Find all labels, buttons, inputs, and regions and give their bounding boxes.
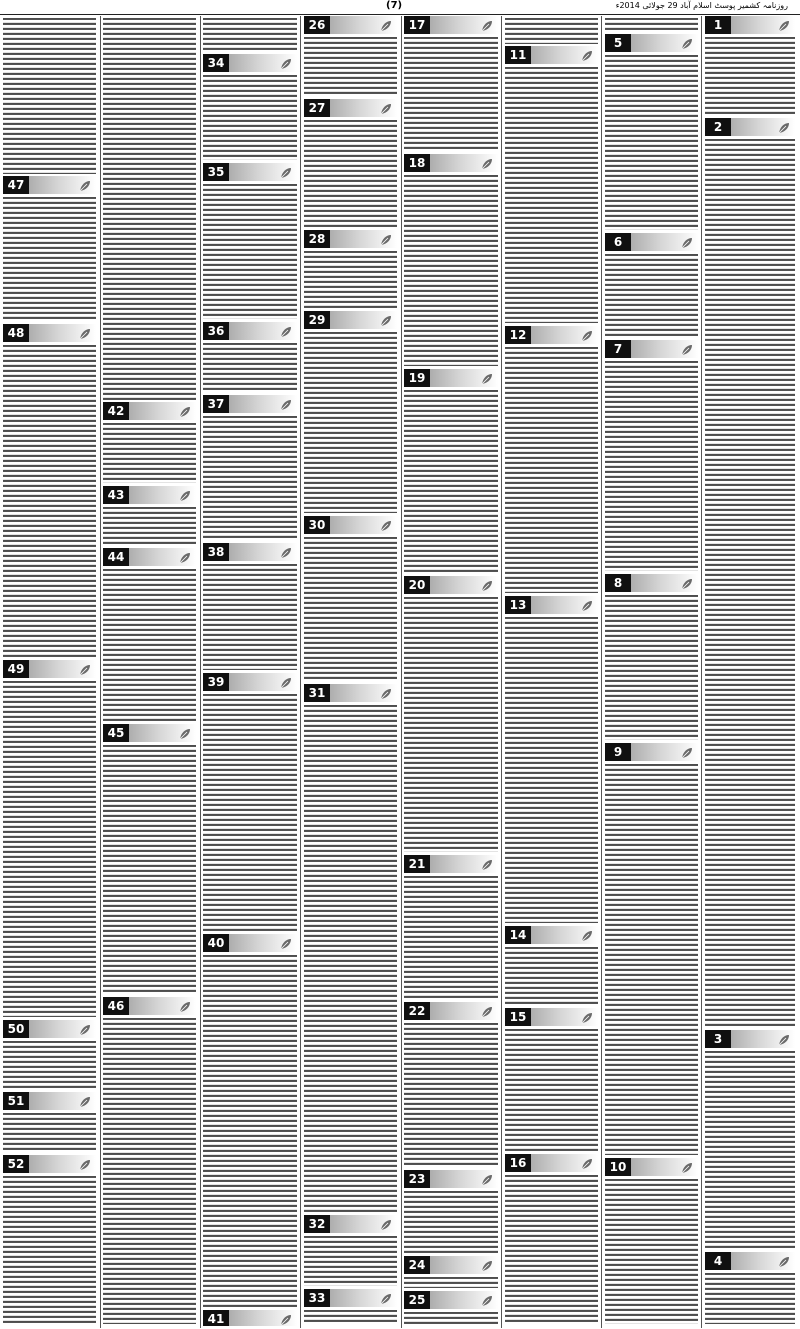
news-text-block [404, 1191, 498, 1253]
news-text-block [605, 361, 698, 571]
news-item [402, 1291, 500, 1326]
news-item [201, 322, 299, 395]
item-number: 17 [404, 16, 430, 34]
news-text-block [3, 18, 96, 174]
news-text-block [605, 595, 698, 740]
news-item [402, 154, 500, 369]
news-text-block [304, 251, 397, 308]
news-item [302, 684, 399, 1215]
item-number: 41 [203, 1310, 229, 1326]
news-text-block [3, 1041, 96, 1089]
news-text-block [103, 1018, 196, 1324]
leaf-icon [279, 324, 293, 338]
item-banner [3, 1020, 96, 1038]
news-text-block [103, 423, 196, 483]
leaf-icon [279, 545, 293, 559]
leaf-icon [777, 120, 791, 134]
news-item [101, 548, 198, 724]
leaf-icon [580, 48, 594, 62]
leaf-icon [379, 1291, 393, 1305]
item-number: 31 [304, 684, 330, 702]
news-column [302, 16, 399, 1326]
news-item [201, 543, 299, 673]
news-item [603, 340, 700, 574]
leaf-icon [78, 326, 92, 340]
news-item [201, 673, 299, 934]
item-number: 37 [203, 395, 229, 413]
leaf-icon [178, 488, 192, 502]
item-banner [203, 673, 297, 691]
news-item [503, 926, 600, 1008]
leaf-icon [580, 598, 594, 612]
item-number: 1 [705, 16, 731, 34]
item-banner [304, 516, 397, 534]
item-banner [304, 230, 397, 248]
item-number: 32 [304, 1215, 330, 1233]
item-banner [505, 596, 598, 614]
column-divider [701, 16, 702, 1328]
item-number: 19 [404, 369, 430, 387]
news-text-block [203, 416, 297, 540]
news-column [603, 16, 700, 1326]
leaf-icon [480, 857, 494, 871]
leaf-icon [379, 101, 393, 115]
item-number: 47 [3, 176, 29, 194]
news-text-block [103, 745, 196, 994]
item-number: 36 [203, 322, 229, 340]
news-text-block [3, 197, 96, 321]
leaf-icon [379, 1217, 393, 1231]
news-text-block [404, 37, 498, 151]
leaf-icon [379, 518, 393, 532]
news-text-block [203, 564, 297, 670]
news-text-block [103, 569, 196, 721]
item-number: 24 [404, 1256, 430, 1274]
leaf-icon [480, 156, 494, 170]
news-text-block [605, 18, 698, 32]
leaf-icon [680, 235, 694, 249]
item-banner [3, 176, 96, 194]
leaf-icon [580, 328, 594, 342]
item-number: 7 [605, 340, 631, 358]
news-item [402, 1170, 500, 1256]
item-banner [404, 1256, 498, 1274]
leaf-icon [178, 726, 192, 740]
item-number: 51 [3, 1092, 29, 1110]
news-item [302, 516, 399, 684]
item-banner [103, 486, 196, 504]
news-item [201, 395, 299, 543]
leaf-icon [480, 18, 494, 32]
news-column [101, 16, 198, 1326]
leaf-icon [480, 578, 494, 592]
item-banner [203, 322, 297, 340]
item-number: 15 [505, 1008, 531, 1026]
news-item [1, 324, 98, 660]
item-number: 52 [3, 1155, 29, 1173]
item-banner [304, 311, 397, 329]
item-number: 12 [505, 326, 531, 344]
news-text-block [304, 332, 397, 513]
news-column [703, 16, 797, 1326]
leaf-icon [580, 1010, 594, 1024]
masthead [0, 0, 800, 15]
news-item [703, 1252, 797, 1326]
item-banner [203, 934, 297, 952]
news-text-block [103, 18, 196, 400]
leaf-icon [680, 745, 694, 759]
item-banner [103, 548, 196, 566]
leaf-icon [480, 1004, 494, 1018]
item-number: 25 [404, 1291, 430, 1309]
item-number: 6 [605, 233, 631, 251]
news-text-block [203, 343, 297, 392]
item-banner [404, 855, 498, 873]
leaf-icon [580, 1156, 594, 1170]
news-text-block [605, 254, 698, 337]
item-banner [404, 369, 498, 387]
news-text-block [705, 1273, 795, 1324]
item-number: 40 [203, 934, 229, 952]
news-text-block [505, 18, 598, 44]
item-banner [505, 926, 598, 944]
news-item [703, 16, 797, 118]
leaf-icon [279, 936, 293, 950]
item-number: 21 [404, 855, 430, 873]
item-banner [404, 154, 498, 172]
leaf-icon [777, 18, 791, 32]
news-text-block [505, 347, 598, 593]
news-text-block [304, 1310, 397, 1324]
item-number: 26 [304, 16, 330, 34]
news-item [603, 1158, 700, 1326]
news-item [402, 576, 500, 855]
news-text-block [605, 55, 698, 230]
leaf-icon [379, 313, 393, 327]
news-text-block [605, 764, 698, 1155]
item-banner [705, 118, 795, 136]
news-text-block [304, 537, 397, 681]
news-text-block [203, 955, 297, 1307]
news-text-block [404, 390, 498, 573]
news-item [101, 997, 198, 1326]
leaf-icon [178, 999, 192, 1013]
news-column [402, 16, 500, 1326]
news-text-block [404, 175, 498, 366]
item-banner [304, 1289, 397, 1307]
item-number: 9 [605, 743, 631, 761]
news-text-block [304, 37, 397, 96]
news-text-block [203, 75, 297, 160]
leaf-icon [480, 1172, 494, 1186]
leaf-icon [78, 1094, 92, 1108]
leaf-icon [480, 1258, 494, 1272]
leaf-icon [379, 18, 393, 32]
item-banner [3, 324, 96, 342]
news-text-block [505, 947, 598, 1005]
item-banner [203, 543, 297, 561]
news-item [603, 743, 700, 1158]
news-text-block [505, 67, 598, 323]
news-text-block [203, 18, 297, 52]
item-banner [705, 16, 795, 34]
news-item [603, 574, 700, 743]
news-item [1, 1020, 98, 1092]
item-number: 30 [304, 516, 330, 534]
item-number: 2 [705, 118, 731, 136]
item-banner [203, 1310, 297, 1326]
leaf-icon [279, 56, 293, 70]
news-item [402, 1002, 500, 1170]
leaf-icon [480, 1293, 494, 1307]
item-number: 11 [505, 46, 531, 64]
item-number: 16 [505, 1154, 531, 1172]
item-banner [505, 1008, 598, 1026]
news-text-block [404, 876, 498, 999]
news-text-block [505, 1175, 598, 1324]
news-item [201, 1310, 299, 1326]
news-item [302, 230, 399, 311]
news-text-block [705, 37, 795, 115]
news-item [302, 1215, 399, 1289]
news-column [503, 16, 600, 1326]
item-number: 39 [203, 673, 229, 691]
item-banner [505, 1154, 598, 1172]
news-item [1, 1092, 98, 1155]
leaf-icon [279, 165, 293, 179]
item-number: 42 [103, 402, 129, 420]
item-number: 22 [404, 1002, 430, 1020]
news-text-block [605, 1179, 698, 1324]
news-item [503, 1008, 600, 1154]
item-banner [605, 1158, 698, 1176]
leaf-icon [777, 1254, 791, 1268]
leaf-icon [777, 1032, 791, 1046]
news-item [101, 486, 198, 548]
news-item [503, 596, 600, 926]
item-number: 28 [304, 230, 330, 248]
item-banner [404, 576, 498, 594]
column-divider [200, 16, 201, 1328]
news-text-block [103, 507, 196, 545]
leaf-icon [78, 1157, 92, 1171]
item-banner [304, 99, 397, 117]
news-text-block [404, 597, 498, 852]
news-item [201, 54, 299, 163]
leaf-icon [379, 232, 393, 246]
item-banner [705, 1252, 795, 1270]
item-number: 13 [505, 596, 531, 614]
news-item [402, 16, 500, 154]
news-text-block [505, 1029, 598, 1151]
news-item [603, 34, 700, 233]
news-text-block [304, 1236, 397, 1286]
leaf-icon [279, 1312, 293, 1326]
news-text-block [203, 184, 297, 319]
item-banner [605, 34, 698, 52]
item-number: 8 [605, 574, 631, 592]
news-text-block [705, 1051, 795, 1249]
item-banner [705, 1030, 795, 1048]
news-text-block [3, 681, 96, 1017]
news-item [201, 934, 299, 1310]
news-item [1, 1155, 98, 1326]
leaf-icon [480, 371, 494, 385]
news-text-block [404, 1312, 498, 1324]
leaf-icon [379, 686, 393, 700]
item-banner [103, 724, 196, 742]
news-text-block [3, 345, 96, 657]
news-column [201, 16, 299, 1326]
news-text-block [304, 705, 397, 1212]
news-text-block [505, 617, 598, 923]
item-number: 27 [304, 99, 330, 117]
news-text-block [404, 1023, 498, 1167]
news-text-block [705, 139, 795, 1027]
item-banner [3, 1092, 96, 1110]
item-number: 33 [304, 1289, 330, 1307]
news-item [302, 311, 399, 516]
news-item [1, 176, 98, 324]
news-text-block [304, 120, 397, 227]
page-number: (7) [386, 0, 403, 11]
paper-title: روزنامہ کشمیر پوسٹ اسلام آباد 29 جولائی 2014ء [615, 1, 788, 10]
item-number: 46 [103, 997, 129, 1015]
item-number: 49 [3, 660, 29, 678]
item-banner [605, 743, 698, 761]
item-banner [505, 326, 598, 344]
item-banner [605, 233, 698, 251]
news-item [101, 724, 198, 997]
item-banner [605, 340, 698, 358]
news-item [302, 1289, 399, 1326]
item-banner [203, 395, 297, 413]
leaf-icon [680, 342, 694, 356]
item-banner [304, 16, 397, 34]
news-text-block [404, 1277, 498, 1288]
leaf-icon [78, 178, 92, 192]
news-text-block [3, 1113, 96, 1152]
leaf-icon [680, 576, 694, 590]
item-number: 5 [605, 34, 631, 52]
item-banner [605, 574, 698, 592]
item-number: 20 [404, 576, 430, 594]
item-banner [404, 1002, 498, 1020]
item-banner [3, 1155, 96, 1173]
item-banner [3, 660, 96, 678]
leaf-icon [178, 550, 192, 564]
column-divider [501, 16, 502, 1328]
item-banner [203, 54, 297, 72]
news-item [302, 99, 399, 230]
item-banner [404, 1291, 498, 1309]
item-number: 18 [404, 154, 430, 172]
item-banner [404, 1170, 498, 1188]
column-divider [401, 16, 402, 1328]
column-divider [300, 16, 301, 1328]
item-number: 14 [505, 926, 531, 944]
news-item [503, 1154, 600, 1326]
item-number: 35 [203, 163, 229, 181]
column-divider [601, 16, 602, 1328]
item-banner [404, 16, 498, 34]
item-number: 34 [203, 54, 229, 72]
news-item [503, 46, 600, 326]
leaf-icon [279, 675, 293, 689]
item-banner [103, 402, 196, 420]
news-column [1, 16, 98, 1326]
leaf-icon [78, 662, 92, 676]
news-item [703, 1030, 797, 1252]
item-banner [505, 46, 598, 64]
item-banner [304, 1215, 397, 1233]
item-number: 29 [304, 311, 330, 329]
news-item [302, 16, 399, 99]
item-number: 44 [103, 548, 129, 566]
news-item [201, 163, 299, 322]
news-item [603, 233, 700, 340]
leaf-icon [580, 928, 594, 942]
news-item [503, 326, 600, 596]
item-number: 48 [3, 324, 29, 342]
leaf-icon [279, 397, 293, 411]
news-item [402, 855, 500, 1002]
item-number: 50 [3, 1020, 29, 1038]
item-banner [304, 684, 397, 702]
news-item [402, 1256, 500, 1291]
item-banner [103, 997, 196, 1015]
item-number: 23 [404, 1170, 430, 1188]
item-number: 45 [103, 724, 129, 742]
leaf-icon [178, 404, 192, 418]
news-item [402, 369, 500, 576]
news-text-block [203, 694, 297, 931]
leaf-icon [680, 36, 694, 50]
item-number: 38 [203, 543, 229, 561]
item-number: 3 [705, 1030, 731, 1048]
news-item [703, 118, 797, 1030]
news-item [1, 660, 98, 1020]
news-text-block [3, 1176, 96, 1324]
leaf-icon [680, 1160, 694, 1174]
item-number: 10 [605, 1158, 631, 1176]
column-divider [100, 16, 101, 1328]
item-banner [203, 163, 297, 181]
item-number: 43 [103, 486, 129, 504]
item-number: 4 [705, 1252, 731, 1270]
news-item [101, 402, 198, 486]
leaf-icon [78, 1022, 92, 1036]
